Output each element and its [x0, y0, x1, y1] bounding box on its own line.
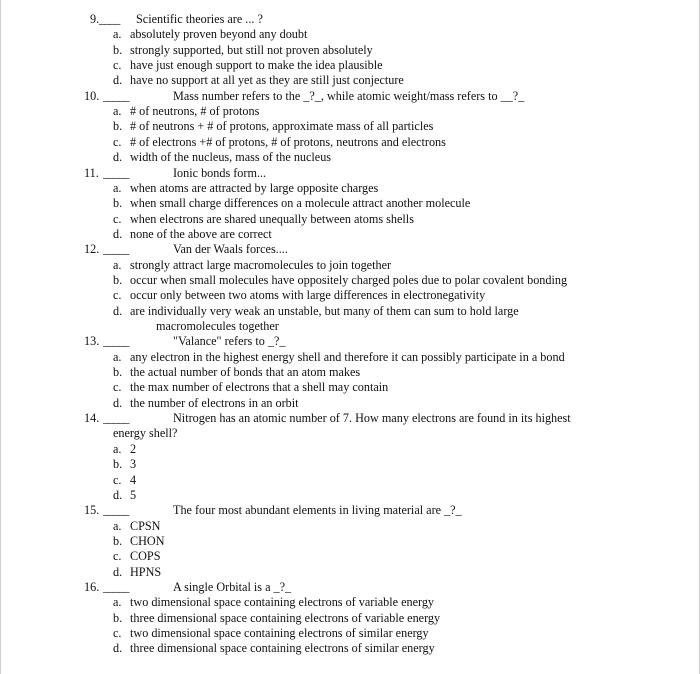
answer-blank: _____ [103, 334, 129, 349]
option-letter: b. [113, 457, 123, 472]
option-text: CPSN [130, 518, 161, 533]
answer-blank: _____ [103, 165, 129, 180]
option-text-continuation: macromolecules together [156, 319, 279, 333]
option-letter: c. [113, 472, 122, 487]
option-letter: c. [113, 58, 122, 73]
option-text: absolutely proven beyond any doubt [130, 27, 308, 42]
option-letter: a. [113, 595, 122, 610]
option-text: when electrons are shared unequally between atoms shells [130, 211, 414, 226]
option-letter: d. [113, 150, 123, 165]
option-text: have just enough support to make the idea plausible [130, 58, 383, 73]
question-number: 11. [84, 165, 99, 180]
option-letter: c. [113, 626, 122, 640]
question-stem: Scientific theories are ... ? [136, 12, 263, 26]
option-letter: d. [113, 73, 123, 88]
option-letter: a. [113, 27, 122, 42]
question-stem: The four most abundant elements in living material are _?_ [173, 503, 462, 518]
option-text: # of neutrons, # of protons [130, 104, 260, 119]
option-text: three dimensional space containing electrons of variable energy [130, 610, 441, 625]
option-letter: b. [113, 610, 123, 625]
option-text: 5 [130, 487, 137, 502]
option-letter: c. [113, 380, 122, 395]
answer-blank: _____ [103, 579, 129, 594]
option-letter: a. [113, 441, 122, 456]
question-number: 12. [84, 242, 100, 257]
question-stem: A single Orbital is a _?_ [173, 579, 292, 594]
question-stem-continuation: energy shell? [113, 426, 178, 441]
option-text: the number of electrons in an orbit [130, 395, 299, 410]
answer-blank: ____ [99, 12, 120, 26]
option-letter: c. [113, 134, 122, 149]
question-number: 15. [84, 503, 100, 518]
option-text: two dimensional space containing electrons of similar energy [130, 626, 429, 640]
option-letter: a. [113, 518, 122, 533]
option-text: CHON [130, 533, 165, 548]
option-text: COPS [130, 549, 161, 564]
question-stem: Mass number refers to the _?_, while atomic weight/mass refers to __?_ [173, 88, 525, 103]
question-stem: Ionic bonds form... [173, 165, 267, 180]
option-text: HPNS [130, 564, 162, 579]
option-letter: b. [113, 272, 123, 287]
option-letter: d. [113, 395, 123, 410]
question-stem: Nitrogen has an atomic number of 7. How many electrons are found in its highest [173, 411, 571, 426]
question-number: 16. [84, 579, 100, 594]
option-text: strongly attract large macromolecules to join together [130, 257, 392, 272]
option-text: when small charge differences on a molecule attract another molecule [130, 196, 471, 211]
option-text: three dimensional space containing electrons of similar energy [130, 641, 435, 656]
option-text: when atoms are attracted by large opposite charges [130, 180, 379, 195]
option-letter: a. [113, 104, 122, 119]
option-text: the actual number of bonds that an atom makes [130, 365, 361, 380]
option-letter: b. [113, 533, 123, 548]
question-stem: "Valance" refers to _?_ [173, 334, 286, 349]
option-letter: d. [113, 564, 123, 579]
option-letter: c. [113, 549, 122, 564]
question-stem: Van der Waals forces.... [173, 242, 288, 257]
page-left-edge [0, 0, 1, 674]
option-text: the max number of electrons that a shell may contain [130, 380, 389, 395]
option-text: none of the above are correct [130, 226, 272, 241]
option-text: have no support at all yet as they are still just conjecture [130, 73, 404, 88]
option-text: any electron in the highest energy shell and therefore it can possibly participate in a bond [130, 349, 565, 364]
option-text: 3 [130, 457, 137, 472]
answer-blank: _____ [103, 411, 129, 426]
option-letter: b. [113, 196, 123, 211]
option-letter: c. [113, 288, 122, 303]
option-letter: b. [113, 119, 123, 134]
answer-blank: _____ [103, 242, 129, 257]
question-number: 13. [84, 334, 100, 349]
option-text: 2 [130, 441, 137, 456]
question-number: 14. [84, 411, 100, 426]
option-text: # of electrons +# of protons, # of protons, neutrons and electrons [130, 134, 446, 149]
option-letter: c. [113, 211, 122, 226]
option-text: occur only between two atoms with large differences in electronegativity [130, 288, 486, 303]
option-letter: d. [113, 226, 123, 241]
answer-blank: _____ [103, 88, 129, 103]
option-letter: d. [113, 303, 123, 318]
option-text: width of the nucleus, mass of the nucleus [130, 150, 332, 165]
option-letter: b. [113, 42, 123, 57]
option-letter: a. [113, 257, 122, 272]
option-letter: b. [113, 365, 123, 380]
answer-blank: _____ [103, 503, 129, 518]
question-number: 10. [84, 88, 100, 103]
option-text: 4 [130, 472, 137, 487]
option-letter: d. [113, 641, 123, 656]
option-text: two dimensional space containing electrons of variable energy [130, 595, 435, 610]
option-text: are individually very weak an unstable, but many of them can sum to hold large [130, 303, 519, 318]
option-letter: d. [113, 487, 123, 502]
option-letter: a. [113, 180, 122, 195]
question-number: 9. [90, 12, 100, 26]
option-text: occur when small molecules have oppositely charged poles due to polar covalent bonding [130, 272, 568, 287]
option-text: strongly supported, but still not proven absolutely [130, 42, 373, 57]
option-letter: a. [113, 349, 122, 364]
option-text: # of neutrons + # of protons, approximate mass of all particles [130, 119, 434, 134]
